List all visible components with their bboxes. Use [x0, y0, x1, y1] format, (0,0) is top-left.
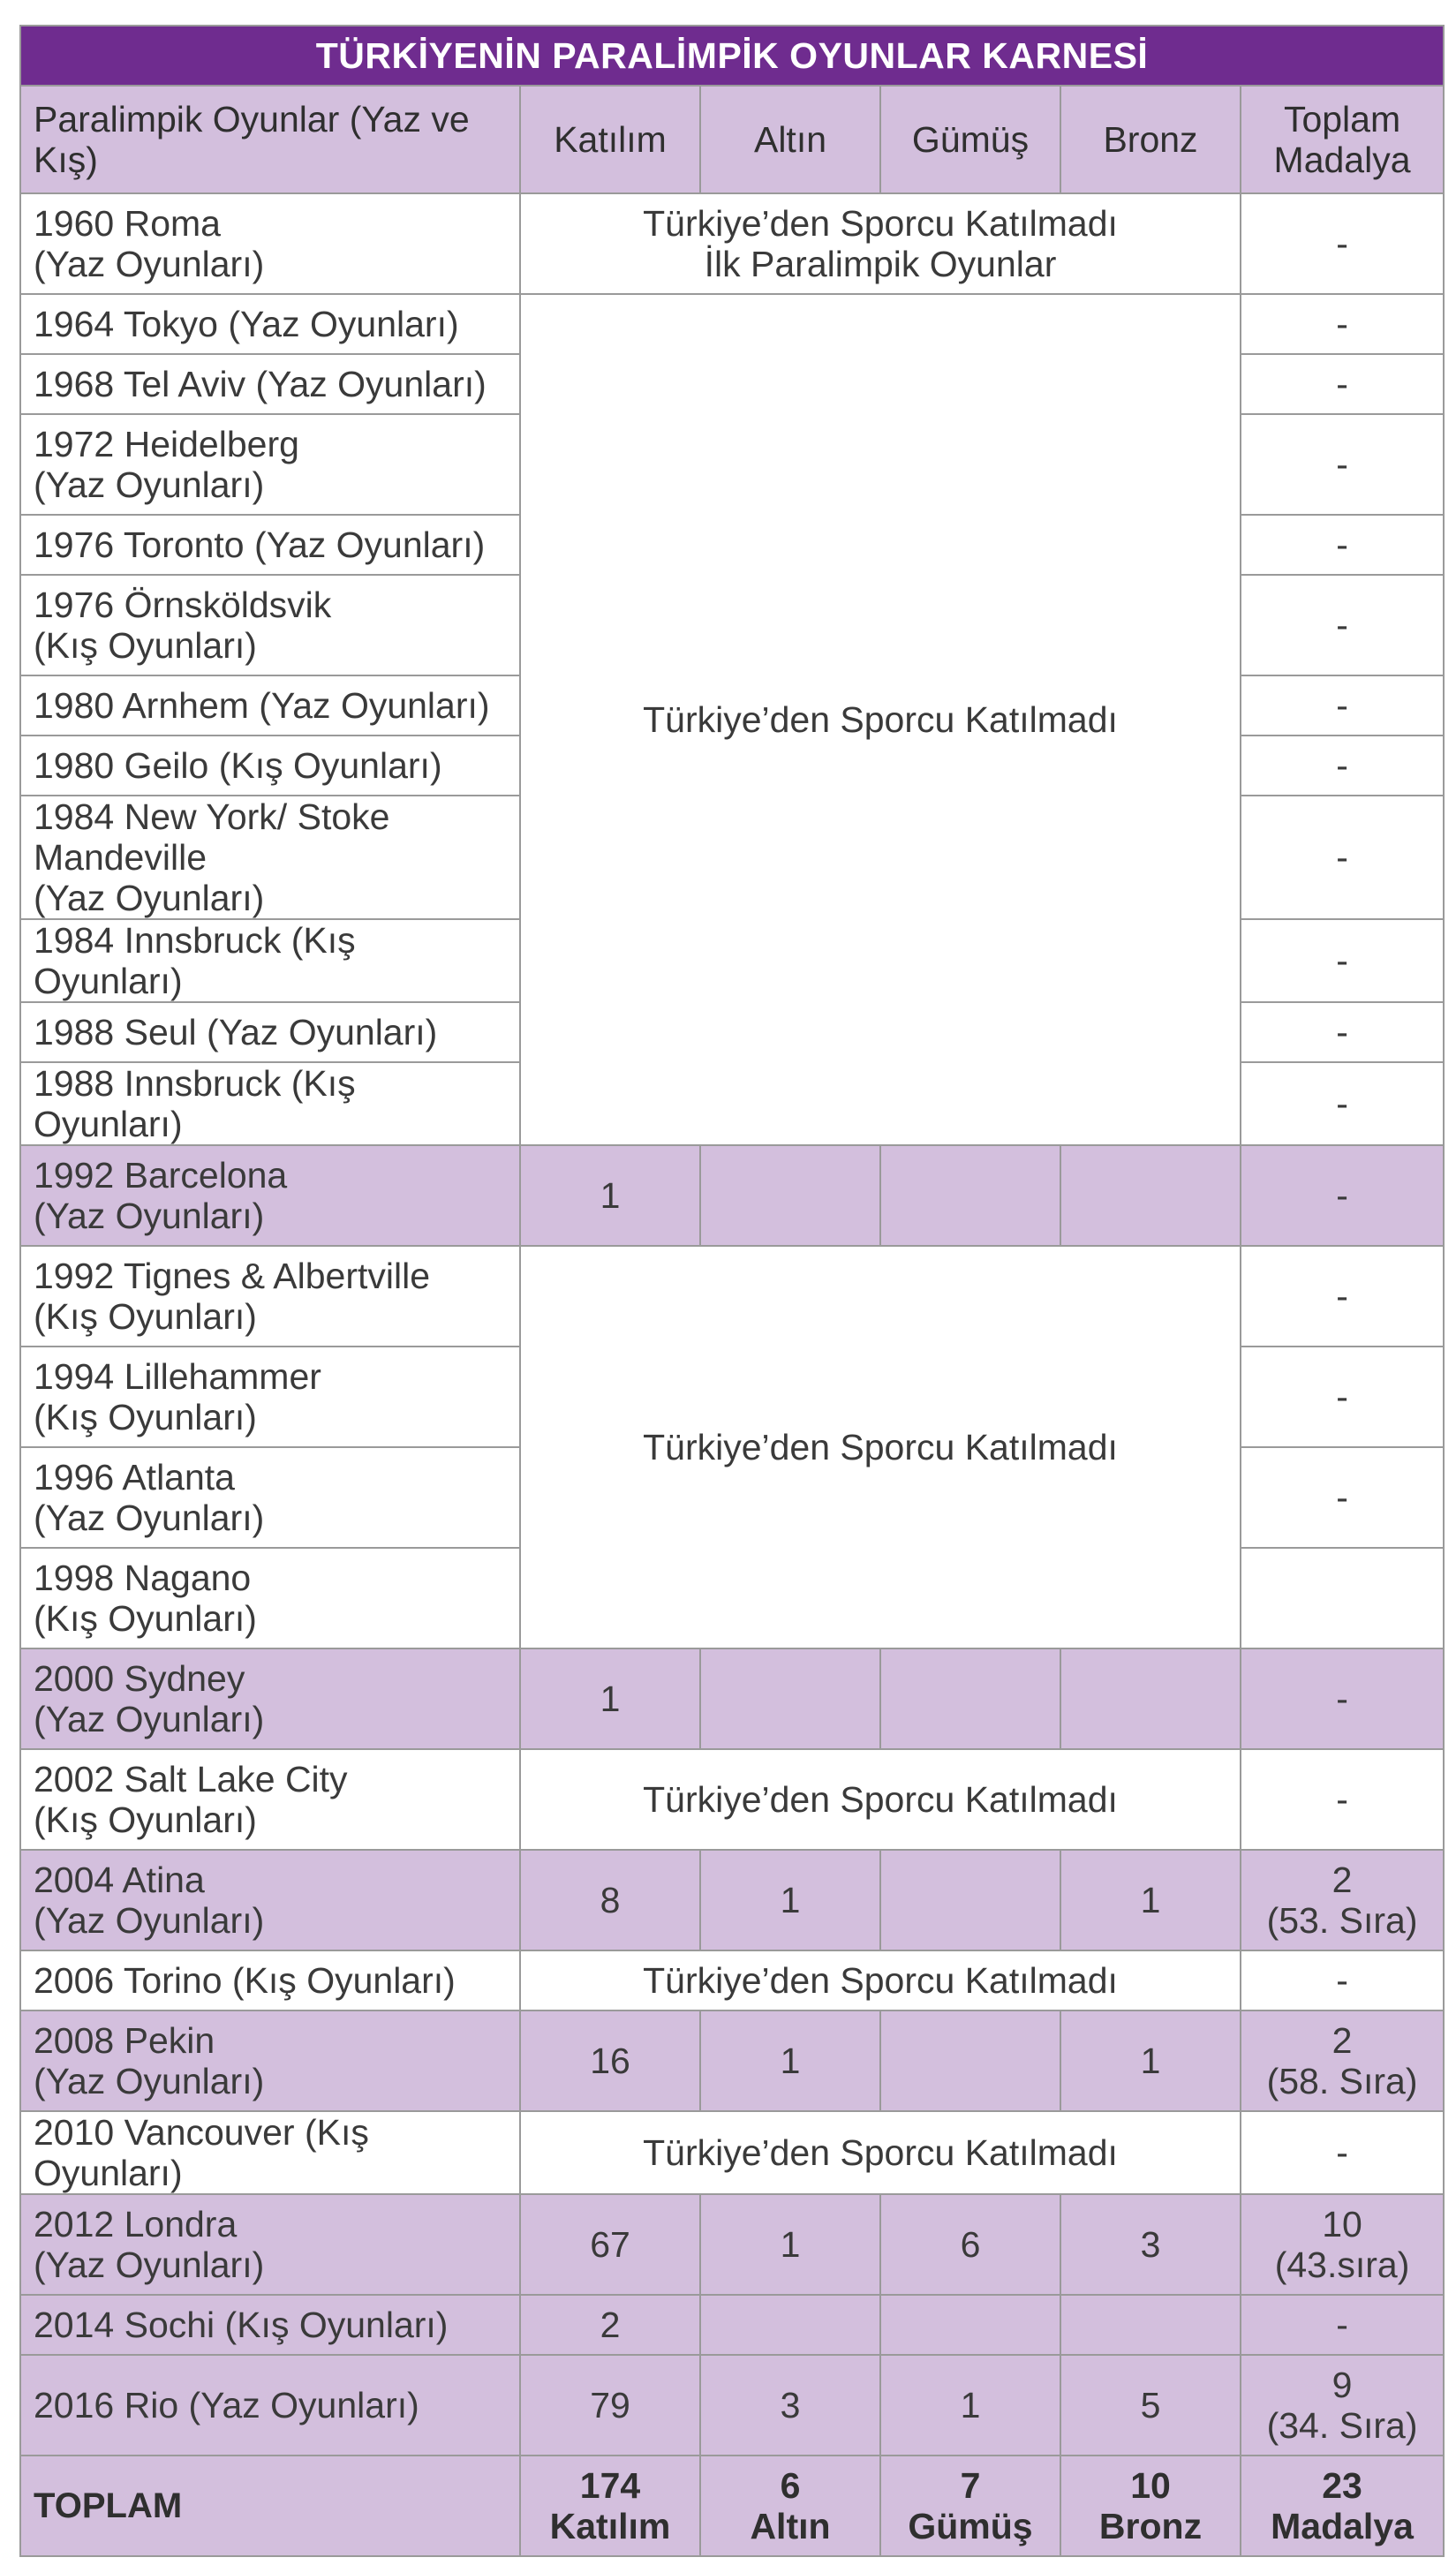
header-gold: Altın — [700, 86, 880, 193]
table-row — [20, 193, 1444, 294]
bronze-cell — [1060, 1145, 1241, 1246]
games-cell — [20, 1246, 520, 1347]
gold-cell: 3 — [700, 2355, 880, 2456]
paralympic-medal-table — [19, 25, 1445, 2557]
table-row — [20, 1850, 1444, 1950]
no-athlete-note: Türkiye’den Sporcu Katılmadı — [520, 2111, 1241, 2194]
total-medals-count: 2 — [1332, 1860, 1353, 1900]
gold-cell — [700, 1145, 880, 1246]
total-medals-cell: - — [1241, 1950, 1444, 2011]
no-athlete-note: Türkiye’den Sporcu Katılmadı — [520, 294, 1241, 1145]
totals-medals — [1241, 2456, 1444, 2556]
totals-medals-value: 23 — [1322, 2465, 1362, 2506]
total-medals-rank: (43.sıra) — [1274, 2244, 1410, 2285]
table-row — [20, 2194, 1444, 2295]
medal-table-container — [19, 25, 1443, 2557]
total-medals-cell: - — [1241, 1648, 1444, 1749]
totals-bronze-unit: Bronz — [1098, 2506, 1203, 2546]
header-participation: Katılım — [520, 86, 700, 193]
no-athlete-text: Türkiye’den Sporcu Katılmadı — [643, 203, 1118, 244]
games-cell — [20, 1347, 520, 1447]
total-medals-cell: - — [1241, 1347, 1444, 1447]
games-season: (Yaz Oyunları) — [34, 1699, 265, 1739]
games-season: (Yaz Oyunları) — [34, 2244, 265, 2285]
games-name: 1996 Atlanta — [34, 1457, 235, 1498]
table-row — [20, 2111, 1444, 2194]
table-row — [20, 2011, 1444, 2111]
table-row — [20, 1950, 1444, 2011]
games-season: (Yaz Oyunları) — [34, 1498, 265, 1538]
totals-label: TOPLAM — [20, 2456, 520, 2556]
total-medals-cell: - — [1241, 515, 1444, 575]
silver-cell — [880, 1648, 1060, 1749]
games-name: 1992 Tignes & Albertville — [34, 1256, 430, 1296]
no-athlete-note: Türkiye’den Sporcu Katılmadı — [520, 1950, 1241, 2011]
games-name: 2004 Atina — [34, 1860, 205, 1900]
totals-medals-unit: Madalya — [1271, 2506, 1414, 2546]
games-cell: 1964 Tokyo (Yaz Oyunları) — [20, 294, 520, 354]
games-name: 2008 Pekin — [34, 2020, 215, 2061]
participation-cell: 79 — [520, 2355, 700, 2456]
total-medals-cell: - — [1241, 1145, 1444, 1246]
total-medals-cell — [1241, 1850, 1444, 1950]
bronze-cell — [1060, 1648, 1241, 1749]
totals-participation — [520, 2456, 700, 2556]
totals-silver-unit: Gümüş — [908, 2506, 1033, 2546]
games-name: 2012 Londra — [34, 2204, 238, 2244]
total-medals-rank: (53. Sıra) — [1266, 1900, 1418, 1941]
no-athlete-note — [520, 193, 1241, 294]
participation-cell: 8 — [520, 1850, 700, 1950]
total-medals-cell: - — [1241, 1002, 1444, 1062]
total-medals-cell: - — [1241, 2111, 1444, 2194]
bronze-cell — [1060, 2295, 1241, 2355]
games-name: 1994 Lillehammer — [34, 1356, 321, 1397]
games-season: (Yaz Oyunları) — [34, 1900, 265, 1941]
gold-cell: 1 — [700, 2194, 880, 2295]
gold-cell: 1 — [700, 2011, 880, 2111]
totals-bronze-value: 10 — [1130, 2465, 1171, 2506]
games-name: 1972 Heidelberg — [34, 424, 299, 464]
participation-cell: 1 — [520, 1145, 700, 1246]
gold-cell — [700, 2295, 880, 2355]
total-medals-cell: - — [1241, 736, 1444, 796]
no-athlete-note: Türkiye’den Sporcu Katılmadı — [520, 1749, 1241, 1850]
games-cell — [20, 193, 520, 294]
totals-gold — [700, 2456, 880, 2556]
total-medals-cell: - — [1241, 354, 1444, 414]
silver-cell — [880, 1145, 1060, 1246]
header-row — [20, 86, 1444, 193]
no-athlete-note: Türkiye’den Sporcu Katılmadı — [520, 1246, 1241, 1648]
totals-silver — [880, 2456, 1060, 2556]
table-row — [20, 1246, 1444, 1347]
header-games: Paralimpik Oyunlar (Yaz ve Kış) — [20, 86, 520, 193]
table-row — [20, 1749, 1444, 1850]
first-games-text: İlk Paralimpik Oyunlar — [704, 244, 1057, 284]
total-medals-cell: - — [1241, 294, 1444, 354]
totals-row — [20, 2456, 1444, 2556]
gold-cell — [700, 1648, 880, 1749]
totals-gold-unit: Altın — [750, 2506, 831, 2546]
games-name: 1960 Roma — [34, 203, 221, 244]
games-cell: 1980 Geilo (Kış Oyunları) — [20, 736, 520, 796]
totals-participation-value: 174 — [579, 2465, 641, 2506]
games-name: 1998 Nagano — [34, 1558, 252, 1598]
games-season: (Yaz Oyunları) — [34, 878, 265, 918]
total-medals-cell: - — [1241, 796, 1444, 919]
games-cell — [20, 2011, 520, 2111]
games-season: (Kış Oyunları) — [34, 1296, 257, 1337]
table-row — [20, 1145, 1444, 1246]
table-row — [20, 2355, 1444, 2456]
games-cell: 1988 Innsbruck (Kış Oyunları) — [20, 1062, 520, 1145]
total-medals-cell — [1241, 2355, 1444, 2456]
games-season: (Kış Oyunları) — [34, 1598, 257, 1639]
silver-cell — [880, 2011, 1060, 2111]
total-medals-cell — [1241, 2194, 1444, 2295]
games-season: (Kış Oyunları) — [34, 1799, 257, 1840]
header-total-line1: Toplam — [1283, 99, 1401, 140]
silver-cell: 1 — [880, 2355, 1060, 2456]
total-medals-count: 10 — [1322, 2204, 1362, 2244]
total-medals-count: 9 — [1332, 2365, 1353, 2405]
gold-cell: 1 — [700, 1850, 880, 1950]
total-medals-cell: - — [1241, 1246, 1444, 1347]
total-medals-cell: - — [1241, 1749, 1444, 1850]
games-name: 1984 New York/ Stoke Mandeville — [34, 796, 390, 878]
games-cell — [20, 1850, 520, 1950]
totals-participation-unit: Katılım — [549, 2506, 671, 2546]
total-medals-cell: - — [1241, 1062, 1444, 1145]
games-season: (Yaz Oyunları) — [34, 244, 265, 284]
games-name: 1992 Barcelona — [34, 1155, 288, 1196]
games-cell: 1976 Toronto (Yaz Oyunları) — [20, 515, 520, 575]
games-name: 2002 Salt Lake City — [34, 1759, 348, 1799]
games-cell — [20, 575, 520, 675]
participation-cell: 16 — [520, 2011, 700, 2111]
participation-cell: 67 — [520, 2194, 700, 2295]
table-row — [20, 1648, 1444, 1749]
games-season: (Yaz Oyunları) — [34, 1196, 265, 1236]
total-medals-cell: - — [1241, 919, 1444, 1002]
silver-cell — [880, 2295, 1060, 2355]
silver-cell: 6 — [880, 2194, 1060, 2295]
games-name: 1976 Örnsköldsvik — [34, 585, 332, 625]
participation-cell: 2 — [520, 2295, 700, 2355]
games-cell: 2014 Sochi (Kış Oyunları) — [20, 2295, 520, 2355]
total-medals-rank: (34. Sıra) — [1266, 2405, 1418, 2446]
bronze-cell: 3 — [1060, 2194, 1241, 2295]
totals-bronze — [1060, 2456, 1241, 2556]
games-cell — [20, 1447, 520, 1548]
games-cell — [20, 1548, 520, 1648]
total-medals-cell: - — [1241, 575, 1444, 675]
games-season: (Kış Oyunları) — [34, 625, 257, 666]
bronze-cell: 1 — [1060, 2011, 1241, 2111]
table-title: TÜRKİYENİN PARALİMPİK OYUNLAR KARNESİ — [20, 26, 1444, 86]
totals-silver-value: 7 — [960, 2465, 981, 2506]
total-medals-cell: - — [1241, 1447, 1444, 1548]
participation-cell: 1 — [520, 1648, 700, 1749]
total-medals-cell — [1241, 1548, 1444, 1648]
table-row — [20, 2295, 1444, 2355]
games-cell — [20, 1648, 520, 1749]
bronze-cell: 1 — [1060, 1850, 1241, 1950]
games-cell — [20, 1749, 520, 1850]
total-medals-cell: - — [1241, 675, 1444, 736]
games-season: (Yaz Oyunları) — [34, 464, 265, 505]
header-total-line2: Madalya — [1273, 140, 1411, 180]
games-cell: 2010 Vancouver (Kış Oyunları) — [20, 2111, 520, 2194]
total-medals-rank: (58. Sıra) — [1266, 2061, 1418, 2101]
games-cell: 1988 Seul (Yaz Oyunları) — [20, 1002, 520, 1062]
games-cell — [20, 796, 520, 919]
games-cell — [20, 414, 520, 515]
total-medals-cell — [1241, 2011, 1444, 2111]
games-cell — [20, 1145, 520, 1246]
silver-cell — [880, 1850, 1060, 1950]
games-cell: 2016 Rio (Yaz Oyunları) — [20, 2355, 520, 2456]
games-season: (Kış Oyunları) — [34, 1397, 257, 1437]
totals-gold-value: 6 — [780, 2465, 801, 2506]
games-cell: 2006 Torino (Kış Oyunları) — [20, 1950, 520, 2011]
header-total-medals — [1241, 86, 1444, 193]
total-medals-cell: - — [1241, 193, 1444, 294]
bronze-cell: 5 — [1060, 2355, 1241, 2456]
games-cell: 1980 Arnhem (Yaz Oyunları) — [20, 675, 520, 736]
games-cell — [20, 2194, 520, 2295]
games-name: 2000 Sydney — [34, 1658, 245, 1699]
header-silver: Gümüş — [880, 86, 1060, 193]
games-cell: 1968 Tel Aviv (Yaz Oyunları) — [20, 354, 520, 414]
games-cell: 1984 Innsbruck (Kış Oyunları) — [20, 919, 520, 1002]
table-row — [20, 294, 1444, 354]
total-medals-cell: - — [1241, 414, 1444, 515]
total-medals-cell: - — [1241, 2295, 1444, 2355]
games-season: (Yaz Oyunları) — [34, 2061, 265, 2101]
header-bronze: Bronz — [1060, 86, 1241, 193]
total-medals-count: 2 — [1332, 2020, 1353, 2061]
